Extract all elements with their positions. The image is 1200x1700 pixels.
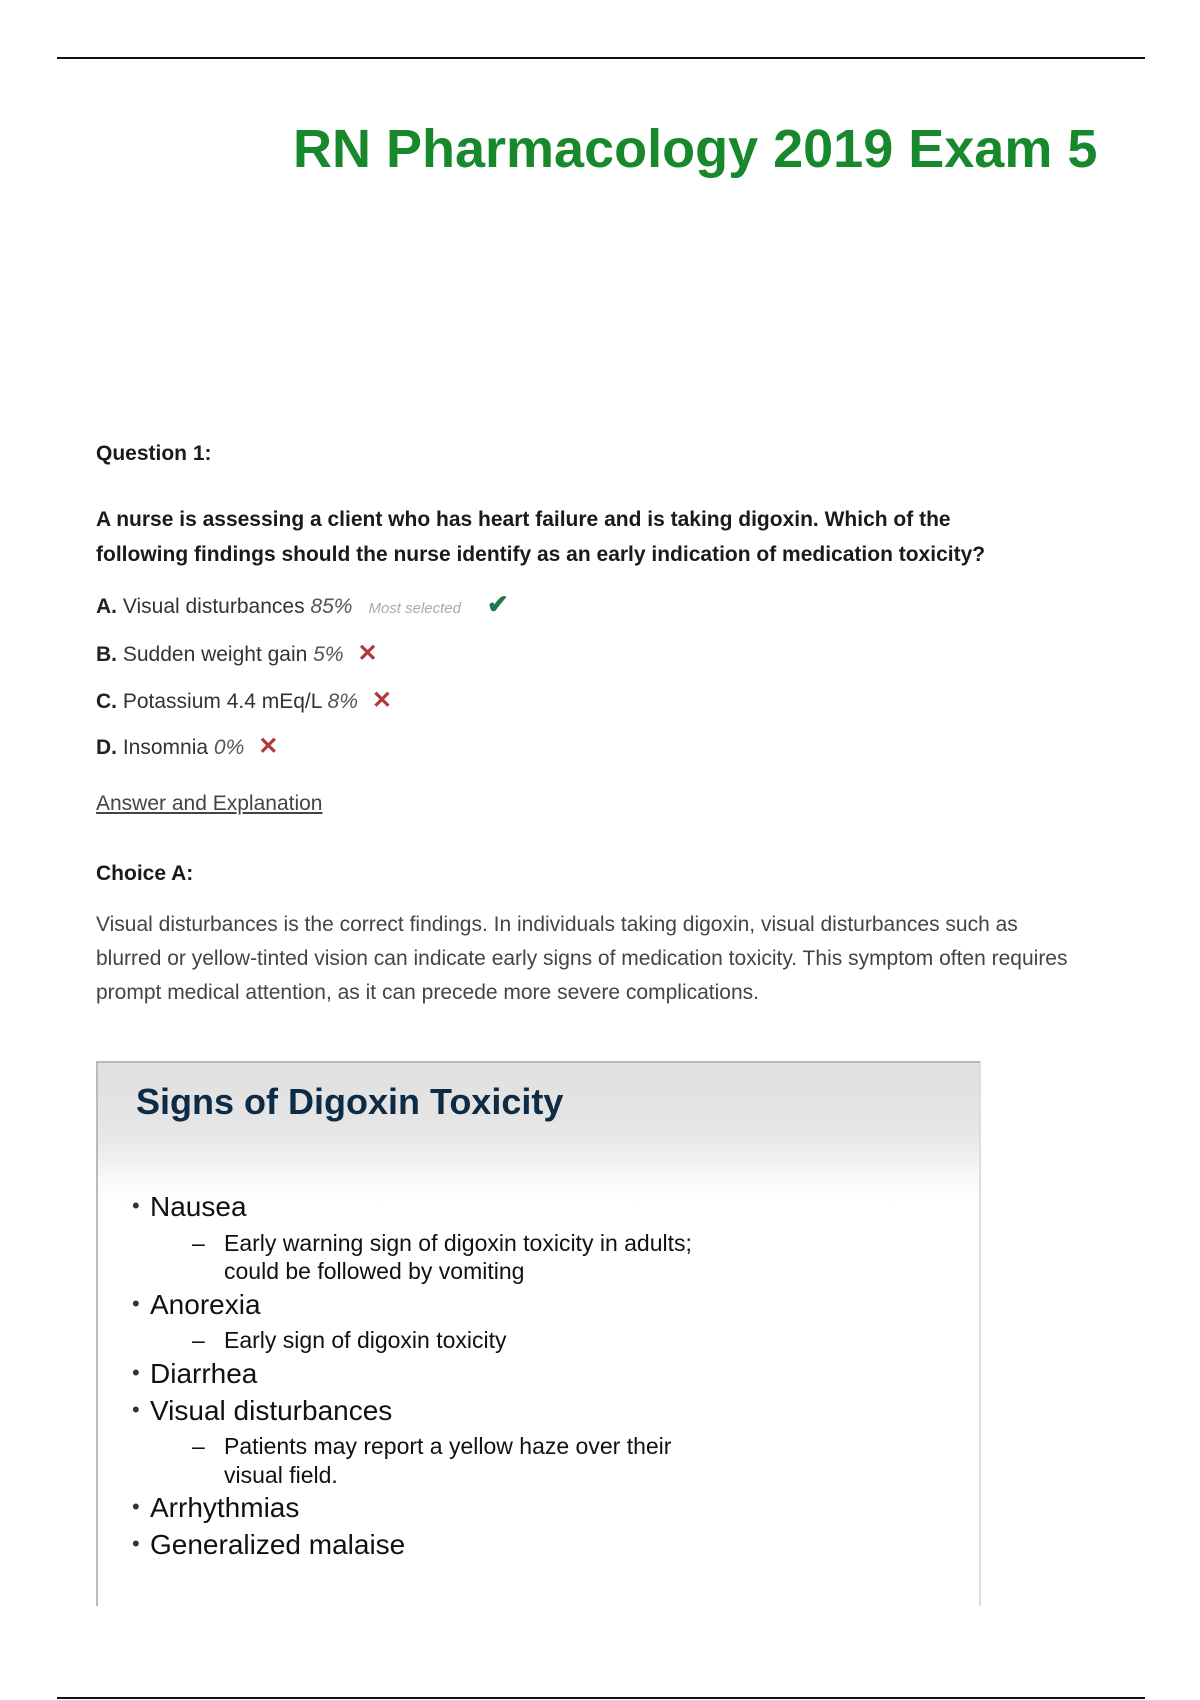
option-c[interactable] <box>96 686 392 715</box>
digoxin-toxicity-slide <box>96 1061 981 1606</box>
option-percent: 85% <box>310 595 353 618</box>
bullet-visual-disturbances: • Visual disturbances <box>150 1395 392 1427</box>
bullet-arrhythmias: • Arrhythmias <box>150 1492 299 1524</box>
option-a[interactable] <box>96 589 509 620</box>
bottom-rule <box>57 1697 1145 1699</box>
option-text: Visual disturbances <box>122 595 305 618</box>
dash-icon: – <box>192 1433 205 1459</box>
sub-bullet-text: Early warning sign of digoxin toxicity in adults; <box>224 1230 692 1256</box>
question-text-line1: A nurse is assessing a client who has heart failure and is taking digoxin. Which of the <box>96 508 951 531</box>
option-letter: B. <box>96 643 117 666</box>
bullet-diarrhea: • Diarrhea <box>150 1358 257 1390</box>
slide-title: Signs of Digoxin Toxicity <box>136 1081 564 1122</box>
question-text-line2: following findings should the nurse identify as an early indication of medication toxicity? <box>96 543 986 566</box>
option-text: Insomnia <box>122 736 209 759</box>
option-text: Potassium 4.4 mEq/L <box>122 690 322 713</box>
bullet-nausea: • Nausea <box>150 1191 247 1223</box>
page-title: RN Pharmacology 2019 Exam 5 <box>293 119 1098 179</box>
sub-bullet-text: Patients may report a yellow haze over their <box>224 1433 672 1459</box>
bullet-anorexia: • Anorexia <box>150 1289 261 1321</box>
option-percent: 8% <box>327 690 358 713</box>
question-label: Question 1: <box>96 442 212 465</box>
option-text: Sudden weight gain <box>122 643 308 666</box>
option-b[interactable] <box>96 639 378 668</box>
sub-bullet <box>192 1229 692 1257</box>
cross-icon: ✕ <box>371 687 392 714</box>
option-percent: 0% <box>213 736 245 759</box>
cross-icon: ✕ <box>357 640 378 667</box>
sub-bullet-text: visual field. <box>224 1462 338 1488</box>
option-d[interactable] <box>96 732 278 761</box>
answer-explanation-link[interactable]: Answer and Explanation <box>96 792 323 815</box>
dash-icon: – <box>192 1327 205 1353</box>
most-selected-note: Most selected <box>368 600 461 617</box>
bullet-malaise: • Generalized malaise <box>150 1529 405 1561</box>
top-rule <box>57 57 1145 59</box>
sub-bullet <box>192 1326 507 1354</box>
sub-bullet <box>192 1432 672 1460</box>
sub-bullet-text: could be followed by vomiting <box>224 1258 525 1284</box>
choice-label: Choice A: <box>96 862 194 885</box>
check-icon: ✔ <box>487 589 509 619</box>
explanation-text: Visual disturbances is the correct findings. In individuals taking digoxin, visual disturbances such as blurred or yellow-tinted vision can indicate early signs of medication toxicity. This symptom often requires prompt medical attention, as it can precede more severe complications. <box>96 913 1068 1004</box>
cross-icon: ✕ <box>258 733 279 760</box>
option-percent: 5% <box>313 643 344 666</box>
option-letter: A. <box>96 595 117 618</box>
option-letter: D. <box>96 736 117 759</box>
option-letter: C. <box>96 690 117 713</box>
sub-bullet-text: Early sign of digoxin toxicity <box>224 1327 507 1353</box>
dash-icon: – <box>192 1230 205 1256</box>
